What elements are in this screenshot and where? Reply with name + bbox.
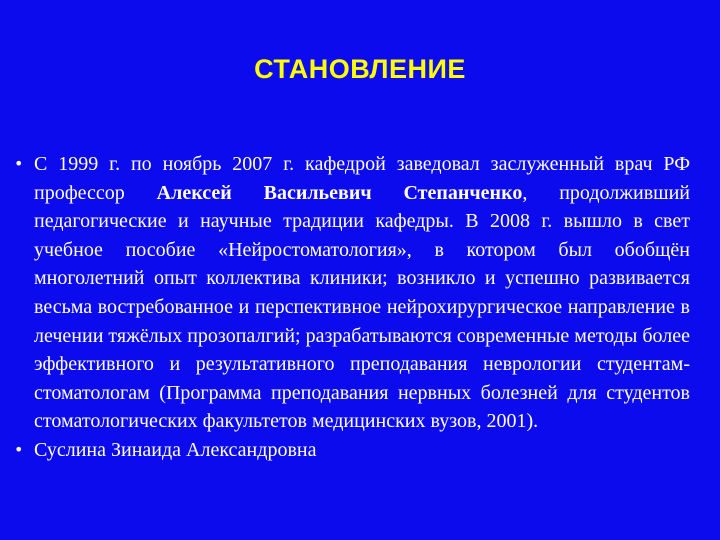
bullet-bold-name: Алексей Васильевич Степанченко [156, 181, 523, 204]
bullet-text: Суслина Зинаида Александровна [34, 438, 317, 461]
bullet-item-stepanchenko [14, 150, 690, 436]
bullet-text-before: С 1999 г. по ноябрь 2007 г. кафедрой заведовал заслуженный врач РФ профессор [34, 153, 690, 204]
bullet-list [14, 150, 690, 465]
bullet-marker: • [14, 439, 24, 459]
bullet-text-after: , продолживший педагогические и научные традиции кафедры. В 2008 г. вышло в свет учебное пособие «Нейростоматология», в котором был обобщён многолетний опыт коллектива клиники; возникло и успешно развивается весьма востребованное и перспективное нейрохирургическое направление в лечении тяжёлых прозопалгий; разрабатываются современные методы более эффективного и результативного преподавания неврологии студентам-стоматологам (Программа преподавания нервных болезней для студентов стоматологических факультетов медицинских вузов, 2001). [34, 181, 690, 433]
slide-title: СТАНОВЛЕНИЕ [254, 54, 466, 84]
bullet-item-suslina [14, 436, 690, 465]
bullet-marker: • [14, 154, 24, 173]
